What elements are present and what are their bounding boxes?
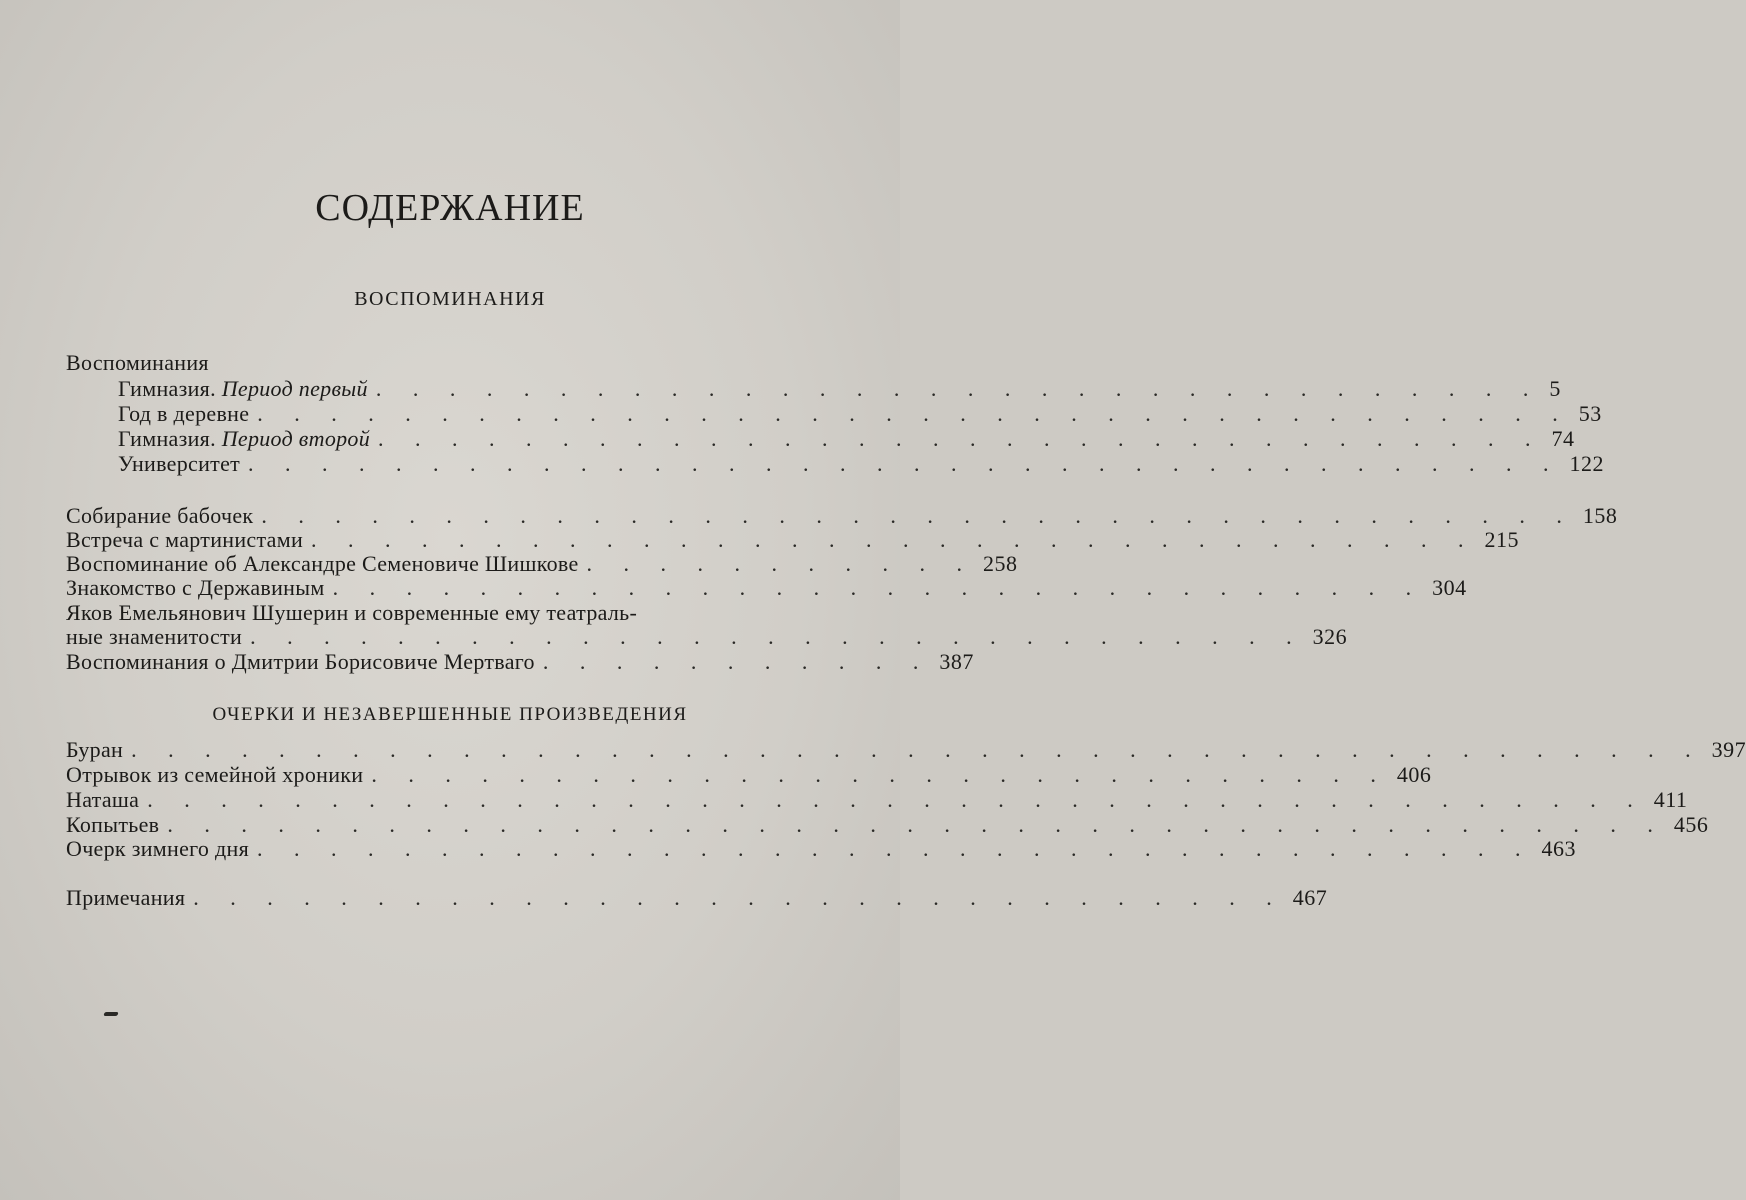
toc-entry[interactable] — [118, 451, 1605, 477]
toc-page-number: 304 — [1432, 575, 1467, 600]
toc-entry[interactable] — [66, 737, 1746, 763]
leader-dots: . . . . . . . . . . . . . . . . . . . . . . . . . . . . . . . . . . . . — [261, 503, 1575, 528]
leader-dots: . . . . . . . . . . . . . . . . . . . . . . . . . . . . . . . . . . . . . . . . . — [147, 787, 1646, 812]
leader-dots: . . . . . . . . . . . . . . . . . . . . . . . . . . . . . . . . . . . . . . . . . . . — [131, 737, 1704, 762]
leader-dots: . . . . . . . . . . . . . . . . . . . . . . . . . . . . — [371, 762, 1389, 787]
toc-page-number: 456 — [1673, 812, 1709, 837]
toc-entry-label: Воспоминания о Дмитрии Борисовиче Мертваго — [66, 649, 535, 674]
toc-entry-label: ные знаменитости — [66, 624, 243, 649]
toc-page-number: 326 — [1312, 624, 1348, 649]
leader-dots: . . . . . . . . . . . . . . . . . . . . . . . . . . . . . . . . — [375, 376, 1542, 401]
leader-dots: . . . . . . . . . . . — [542, 649, 932, 674]
toc-entry-label: Встреча с мартинистами — [66, 527, 304, 552]
leader-dots: . . . . . . . . . . . . . . . . . . . . . . . . . . . . . . — [332, 575, 1425, 600]
toc-page-number: 387 — [939, 649, 974, 674]
toc-entry[interactable] — [66, 649, 974, 675]
toc-entry-label: Знакомство с Державиным — [66, 575, 325, 600]
leader-dots: . . . . . . . . . . . . . . . . . . . . . . . . . . . . . . . . . . . — [257, 836, 1534, 861]
toc-entry-label: Буран — [66, 737, 124, 762]
toc-page-number: 397 — [1711, 737, 1746, 762]
toc-page-number: 74 — [1551, 426, 1575, 451]
toc-entry[interactable] — [118, 426, 1575, 452]
toc-page-number: 158 — [1582, 503, 1618, 528]
toc-entry[interactable] — [66, 527, 1520, 553]
toc-page-number: 411 — [1653, 787, 1688, 812]
page-title: СОДЕРЖАНИЕ — [315, 187, 585, 229]
toc-entry-label: Университет — [118, 451, 241, 476]
toc-page-number: 463 — [1541, 836, 1576, 861]
toc-entry-label: Отрывок из семейной хроники — [66, 762, 364, 787]
leader-dots: . . . . . . . . . . . . . . . . . . . . . . . . . . . . . . . . — [378, 426, 1544, 451]
toc-page-number: 467 — [1292, 885, 1328, 910]
toc-entry-label: Собирание бабочек — [66, 503, 254, 528]
toc-entry-notes[interactable] — [66, 885, 1328, 911]
leader-dots: . . . . . . . . . . . . . . . . . . . . . . . . . . . . . — [250, 624, 1305, 649]
toc-entry[interactable] — [66, 836, 1576, 862]
toc-page-number: 215 — [1484, 527, 1520, 552]
toc-entry[interactable] — [118, 401, 1602, 427]
toc-entry[interactable] — [118, 376, 1561, 402]
toc-entry[interactable] — [66, 503, 1618, 529]
toc-entry[interactable] — [66, 812, 1709, 838]
leader-dots: . . . . . . . . . . . . . . . . . . . . . . . . . . . . . . . . . . . . — [248, 451, 1562, 476]
toc-page-number: 53 — [1578, 401, 1602, 426]
toc-page-number: 122 — [1569, 451, 1605, 476]
toc-entry-label: Год в деревне — [118, 401, 250, 426]
toc-page-number: 5 — [1549, 376, 1561, 401]
toc-entry[interactable] — [66, 551, 1018, 577]
toc-entry-label-line1: Яков Емельянович Шушерин и современные ему театраль- — [66, 600, 638, 625]
ink-mark — [103, 1012, 118, 1016]
leader-dots: . . . . . . . . . . . . . . . . . . . . . . . . . . . . . . . . . . . . — [257, 401, 1571, 426]
toc-entry[interactable] — [66, 575, 1467, 601]
toc-entry-label: Наташа — [66, 787, 140, 812]
toc-entry-label: Копытьев — [66, 812, 160, 837]
toc-entry-label: Примечания — [66, 885, 186, 910]
toc-entry-label: Воспоминание об Александре Семеновиче Шишкове — [66, 551, 579, 576]
leader-dots: . . . . . . . . . . . . . . . . . . . . . . . . . . . . . . . . — [311, 527, 1477, 552]
toc-entry-label: Очерк зимнего дня — [66, 836, 249, 861]
toc-entry-label: Гимназия. Период второй — [118, 426, 371, 451]
toc-page-number: 406 — [1396, 762, 1432, 787]
leader-dots: . . . . . . . . . . . . . . . . . . . . . . . . . . . . . . — [193, 885, 1285, 910]
toc-page-number: 258 — [983, 551, 1018, 576]
group-title-memoirs: Воспоминания — [66, 350, 209, 375]
leader-dots: . . . . . . . . . . . . . . . . . . . . . . . . . . . . . . . . . . . . . . . . . — [167, 812, 1666, 837]
toc-entry-label: Гимназия. Период первый — [118, 376, 368, 401]
toc-entry[interactable] — [66, 787, 1688, 813]
section-heading-memoirs: ВОСПОМИНАНИЯ — [354, 288, 546, 310]
section-heading-essays: ОЧЕРКИ И НЕЗАВЕРШЕННЫЕ ПРОИЗВЕДЕНИЯ — [212, 704, 688, 725]
toc-entry[interactable] — [66, 624, 1348, 650]
toc-entry[interactable] — [66, 762, 1432, 788]
leader-dots: . . . . . . . . . . . — [586, 551, 976, 576]
